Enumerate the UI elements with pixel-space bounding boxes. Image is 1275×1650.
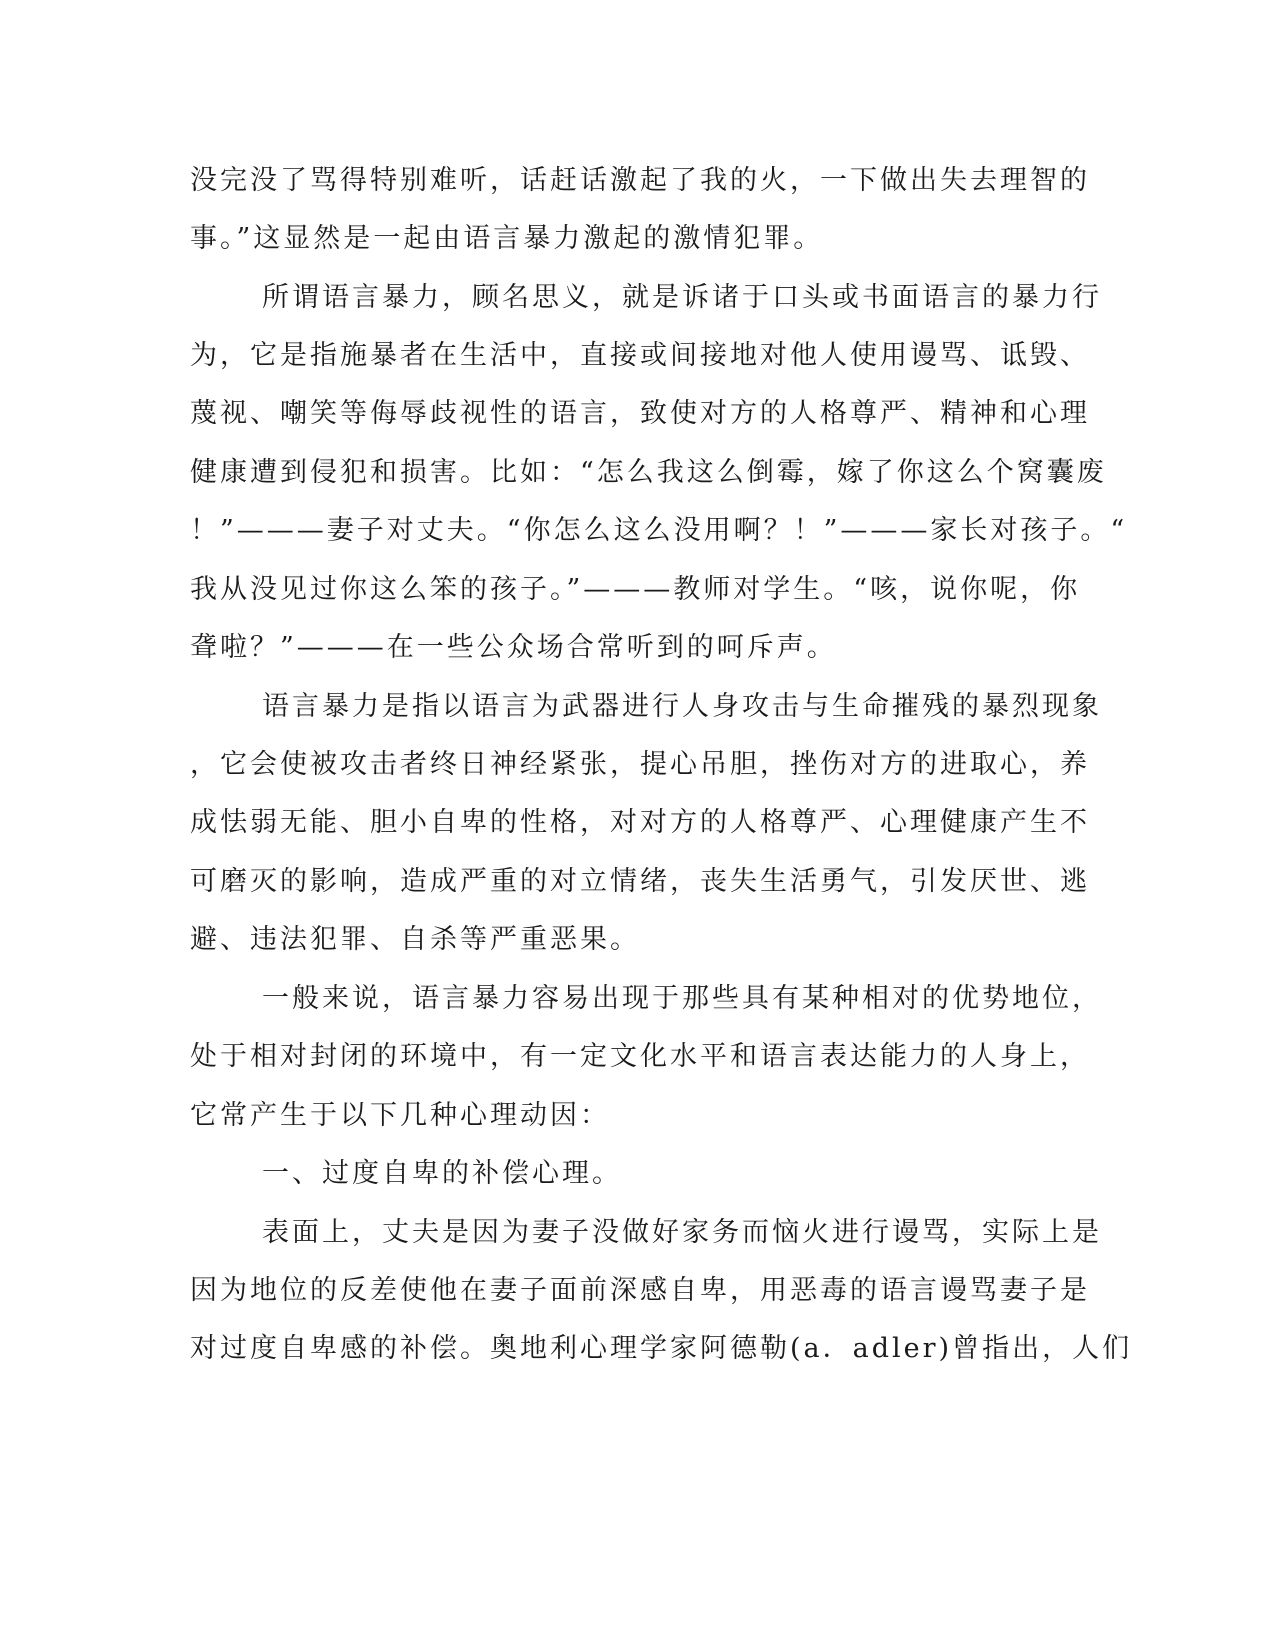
text-line: 我从没见过你这么笨的孩子。”———教师对学生。“咳，说你呢，你 — [190, 574, 1081, 605]
paragraph-start-line: 所谓语言暴力，顾名思义，就是诉诸于口头或书面语言的暴力行 — [262, 282, 1102, 313]
text-line: 聋啦？”———在一些公众场合常听到的呵斥声。 — [190, 632, 837, 663]
text-line: 蔑视、嘲笑等侮辱歧视性的语言，致使对方的人格尊严、精神和心理 — [190, 398, 1090, 429]
section-heading: 一、过度自卑的补偿心理。 — [262, 1158, 622, 1189]
text-line: ，它会使被攻击者终日神经紧张，提心吊胆，挫伤对方的进取心，养 — [190, 749, 1090, 780]
text-line: 它常产生于以下几种心理动因： — [190, 1100, 610, 1131]
text-line: 对过度自卑感的补偿。奥地利心理学家阿德勒(a．adler)曾指出，人们 — [190, 1333, 1133, 1364]
text-line: 因为地位的反差使他在妻子面前深感自卑，用恶毒的语言谩骂妻子是 — [190, 1275, 1090, 1306]
paragraph-start-line: 语言暴力是指以语言为武器进行人身攻击与生命摧残的暴烈现象 — [262, 691, 1102, 722]
text-line: 成怯弱无能、胆小自卑的性格，对对方的人格尊严、心理健康产生不 — [190, 807, 1090, 838]
text-line: 没完没了骂得特别难听，话赶话激起了我的火，一下做出失去理智的 — [190, 165, 1090, 196]
text-line: ！”———妻子对丈夫。“你怎么这么没用啊？！”———家长对孩子。“ — [190, 515, 1128, 546]
paragraph-start-line: 一般来说，语言暴力容易出现于那些具有某种相对的优势地位， — [262, 983, 1102, 1014]
text-line: 健康遭到侵犯和损害。比如：“怎么我这么倒霉，嫁了你这么个窝囊废 — [190, 457, 1107, 488]
text-line: 避、违法犯罪、自杀等严重恶果。 — [190, 924, 640, 955]
paragraph-start-line: 表面上，丈夫是因为妻子没做好家务而恼火进行谩骂，实际上是 — [262, 1217, 1102, 1248]
text-line: 为，它是指施暴者在生活中，直接或间接地对他人使用谩骂、诋毁、 — [190, 340, 1090, 371]
text-line: 事。”这显然是一起由语言暴力激起的激情犯罪。 — [190, 223, 824, 254]
text-line: 处于相对封闭的环境中，有一定文化水平和语言表达能力的人身上， — [190, 1041, 1090, 1072]
text-line: 可磨灭的影响，造成严重的对立情绪，丧失生活勇气，引发厌世、逃 — [190, 866, 1090, 897]
